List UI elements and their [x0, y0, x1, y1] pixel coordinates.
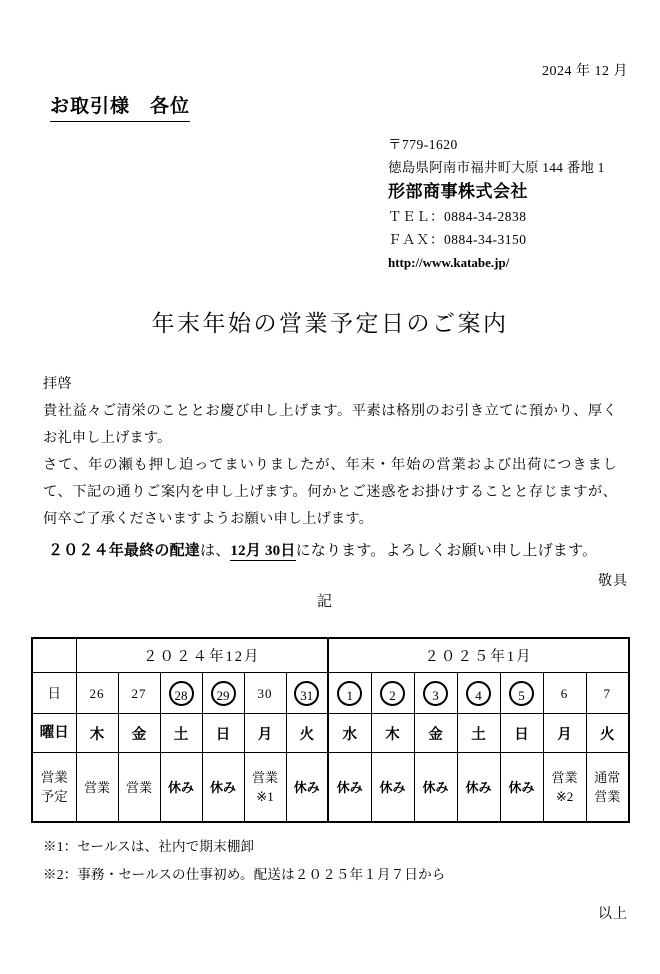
date-cell — [457, 673, 500, 714]
plan-text-line2: 営業 — [594, 789, 621, 804]
addressee-line: お取引様 各位 — [50, 96, 190, 122]
weekday-cell: 木 — [76, 714, 118, 753]
plan-text: 営業 — [251, 770, 278, 785]
page-title: 年末年始の営業予定日のご案内 — [151, 311, 509, 336]
footnote-2: ※2：事務・セールスの仕事初め。配送は２０２５年１月７日から — [43, 867, 446, 882]
date-cell — [76, 673, 118, 714]
weekday-cell: 金 — [414, 714, 457, 753]
final-delivery-notice — [48, 539, 618, 560]
plan-cell — [328, 753, 371, 823]
weekday-cell: 土 — [457, 714, 500, 753]
sender-telephone: ＴＥＬ：0884-34-2838 — [388, 209, 527, 224]
plan-cell — [543, 753, 586, 823]
final-delivery-lead: ２０２４年最終の配達 — [48, 543, 201, 559]
plan-footnote-ref: ※1 — [256, 789, 274, 804]
final-delivery-date: 12月 30日 — [230, 543, 296, 559]
row-label-line2: 予定 — [40, 789, 68, 804]
sender-postal-code: 〒779-1620 — [388, 137, 458, 152]
date-cell — [286, 673, 328, 714]
schedule-table — [31, 637, 630, 823]
plan-cell — [160, 753, 202, 823]
plan-text: 休み — [422, 779, 449, 795]
plan-cell — [586, 753, 629, 823]
month-header-december: ２０２４年12月 — [76, 638, 328, 673]
plan-cell — [371, 753, 414, 823]
sender-block — [388, 133, 605, 274]
date-cell — [244, 673, 286, 714]
row-label-business-plan — [32, 753, 76, 823]
row-label-weekday: 曜日 — [32, 714, 76, 753]
day-number: 7 — [603, 685, 612, 701]
ki-mark: 記 — [317, 594, 333, 610]
plan-cell — [286, 753, 328, 823]
date-cell — [414, 673, 457, 714]
footnotes-block — [43, 833, 446, 889]
final-delivery-connector: は、 — [200, 543, 231, 559]
ijou-mark: 以上 — [598, 907, 628, 922]
plan-text: 休み — [336, 779, 363, 795]
closing-salutation: 敬具 — [598, 574, 628, 589]
sender-fax: ＦＡＸ：0884-34-3150 — [388, 232, 527, 247]
plan-text: 営業 — [125, 779, 152, 795]
plan-text: 休み — [465, 779, 492, 795]
day-number-circled: 3 — [423, 681, 448, 706]
plan-cell — [118, 753, 160, 823]
day-number-circled: 31 — [294, 681, 319, 706]
day-number: 27 — [131, 685, 147, 701]
day-number: 6 — [560, 685, 569, 701]
plan-cell — [244, 753, 286, 823]
day-number-circled: 2 — [380, 681, 405, 706]
final-delivery-tail: になります。よろしくお願い申し上げます。 — [295, 543, 598, 559]
salutation: 拝啓 — [43, 376, 72, 392]
plan-text: 休み — [508, 779, 535, 795]
day-number-circled: 1 — [337, 681, 362, 706]
date-cell — [500, 673, 543, 714]
table-row-dates — [32, 673, 629, 714]
plan-text: 休み — [379, 779, 406, 795]
row-label-date: 日 — [32, 673, 76, 714]
sender-address: 徳島県阿南市福井町大原 144 番地 1 — [388, 160, 605, 175]
weekday-cell: 土 — [160, 714, 202, 753]
plan-text: 営業 — [551, 770, 578, 785]
day-number-circled: 5 — [509, 681, 534, 706]
weekday-cell: 水 — [328, 714, 371, 753]
plan-cell — [76, 753, 118, 823]
plan-text: 休み — [293, 779, 320, 795]
body-paragraph-1: 貴社益々ご清栄のこととお慶び申し上げます。平素は格別のお引き立てに預かり、厚くお礼申し上げます。 — [43, 403, 617, 446]
weekday-cell: 日 — [202, 714, 244, 753]
day-number-circled: 28 — [169, 681, 194, 706]
weekday-cell: 火 — [586, 714, 629, 753]
day-number-circled: 29 — [211, 681, 236, 706]
body-paragraph-2: さて、年の瀬も押し迫ってまいりましたが、年末・年始の営業および出荷につきまして、下記の通りご案内を申し上げます。何かとご迷惑をお掛けすることと存じますが、何卒ご了承くださいますようお願い申し上げます。 — [43, 457, 617, 527]
date-cell — [202, 673, 244, 714]
weekday-cell: 月 — [244, 714, 286, 753]
table-row-business-plan — [32, 753, 629, 823]
weekday-cell: 金 — [118, 714, 160, 753]
table-corner-cell — [32, 638, 76, 673]
plan-cell — [414, 753, 457, 823]
weekday-cell: 木 — [371, 714, 414, 753]
plan-footnote-ref: ※2 — [555, 789, 574, 804]
date-cell — [160, 673, 202, 714]
date-cell — [371, 673, 414, 714]
document-date: 2024 年 12 月 — [542, 64, 628, 79]
table-row-weekdays — [32, 714, 629, 753]
sender-company-name: 形部商事株式会社 — [388, 182, 528, 201]
plan-text: 通常 — [594, 770, 621, 785]
date-cell — [586, 673, 629, 714]
month-header-january: ２０２５年1月 — [328, 638, 629, 673]
sender-website-url[interactable]: http://www.katabe.jp/ — [388, 255, 510, 270]
plan-text: 休み — [167, 779, 194, 795]
plan-cell — [202, 753, 244, 823]
date-cell — [118, 673, 160, 714]
body-text — [43, 371, 617, 533]
plan-text: 休み — [209, 779, 236, 795]
date-cell — [328, 673, 371, 714]
day-number-circled: 4 — [466, 681, 491, 706]
day-number: 26 — [89, 685, 105, 701]
row-label-line1: 営業 — [40, 770, 68, 785]
day-number: 30 — [257, 685, 273, 701]
date-cell — [543, 673, 586, 714]
weekday-cell: 日 — [500, 714, 543, 753]
table-row-months — [32, 638, 629, 673]
weekday-cell: 火 — [286, 714, 328, 753]
weekday-cell: 月 — [543, 714, 586, 753]
plan-text: 営業 — [83, 779, 110, 795]
plan-cell — [500, 753, 543, 823]
plan-cell — [457, 753, 500, 823]
footnote-1: ※1：セールスは、社内で期末棚卸 — [43, 839, 255, 854]
